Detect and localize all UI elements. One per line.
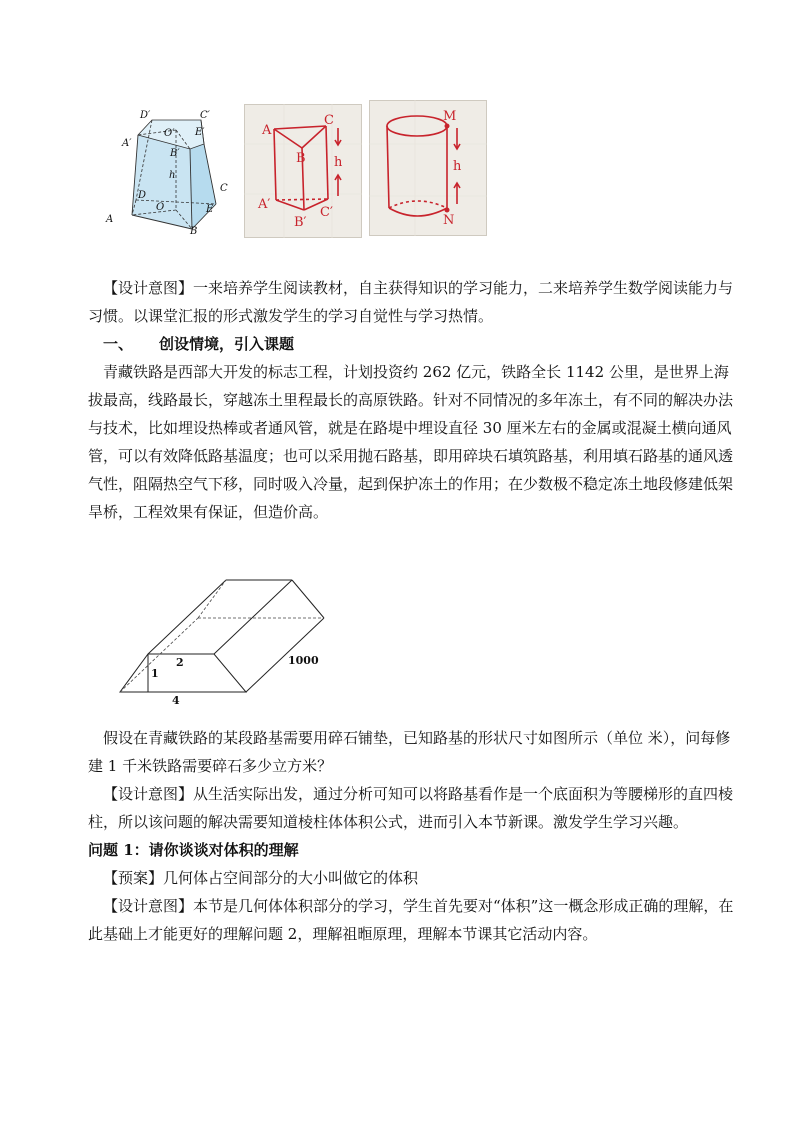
section-1-heading <box>88 330 738 358</box>
photo1-label-c-prime: C′ <box>320 205 333 220</box>
label-d: D <box>138 190 147 201</box>
photo1-label-a: A <box>262 123 272 138</box>
label-b: B <box>190 226 198 237</box>
photo1-label-h: h <box>334 155 343 170</box>
roadbed-bottom-width: 4 <box>172 694 180 707</box>
design-intent-1: 【设计意图】一来培养学生阅读教材，自主获得知识的学习能力，二来培养学生数学阅读能力与习惯。以课堂汇报的形式激发学生的学习自觉性与学习热情。 <box>88 279 734 325</box>
roadbed-height: 1 <box>151 667 159 680</box>
design-intent-2: 【设计意图】从生活实际出发，通过分析可知可以将路基看作是一个底面积为等腰梯形的直四棱柱，所以该问题的解决需要知道棱柱体体积公式，进而引入本节新课。激发学生学习兴趣。 <box>88 785 734 831</box>
photo2-label-n: N <box>443 213 455 228</box>
label-h: h <box>169 170 176 181</box>
question-1-title: 问题 1：请你谈谈对体积的理解 <box>88 841 299 859</box>
prism-sketch <box>244 104 362 238</box>
question-paragraph: 假设在青藏铁路的某段路基需要用碎石铺垫，已知路基的形状尺寸如图所示（单位 米），问每修建 1 千米铁路需要碎石多少立方米？ <box>88 729 731 775</box>
label-e: E <box>206 204 214 215</box>
label-e-prime: E′ <box>195 127 205 138</box>
text-block-1 <box>88 274 738 526</box>
label-a-prime: A′ <box>122 138 132 149</box>
roadbed-top-width: 2 <box>176 656 184 669</box>
section-1-title: 创设情境，引入课题 <box>159 335 295 353</box>
label-c-prime: C′ <box>200 110 210 121</box>
photo1-label-b: B <box>296 151 306 166</box>
roadbed-length: 1000 <box>288 654 319 667</box>
text-block-2 <box>88 724 738 948</box>
label-o: O <box>156 202 165 213</box>
label-b-prime: B′ <box>170 148 180 159</box>
photo1-label-b-prime: B′ <box>294 215 307 230</box>
cylinder-sketch <box>369 100 487 236</box>
label-d-prime: D′ <box>140 110 151 121</box>
railway-paragraph: 青藏铁路是西部大开发的标志工程，计划投资约 262 亿元，铁路全长 1142 公里，是世界上海拔最高，线路最长，穿越冻土里程最长的高原铁路。针对不同情况的多年冻土，有不同的解决办法与技术，比如埋设热棒或者通风管，就是在路堤中埋设直径 30 厘米左右的金属或混凝土横向通风管，可以有效降低路基温度；也可以采用抛石路基，即用碎块石填筑路基，利用填石路基的通风透气性，阻隔热空气下移，同时吸入冷量，起到保护冻土的作用；在少数极不稳定冻土地段修建低架旱桥，工程效果有保证，但造价高。 <box>88 363 734 521</box>
label-o-prime: O′ <box>164 128 175 139</box>
photo2-label-h: h <box>453 159 462 174</box>
roadbed-figure <box>116 576 338 708</box>
preview-answer: 【预案】几何体占空间部分的大小叫做它的体积 <box>103 869 419 887</box>
label-c: C <box>220 183 228 194</box>
frustum-figure <box>100 104 240 238</box>
photo1-label-c: C <box>324 113 334 128</box>
section-1-number: 一、 <box>103 335 134 353</box>
photo2-label-m: M <box>443 109 457 124</box>
label-a: A <box>106 214 114 225</box>
photo1-label-a-prime: A′ <box>258 197 271 212</box>
design-intent-3: 【设计意图】本节是几何体体积部分的学习，学生首先要对“体积”这一概念形成正确的理解，在此基础上才能更好的理解问题 2，理解祖暅原理，理解本节课其它活动内容。 <box>88 897 734 943</box>
